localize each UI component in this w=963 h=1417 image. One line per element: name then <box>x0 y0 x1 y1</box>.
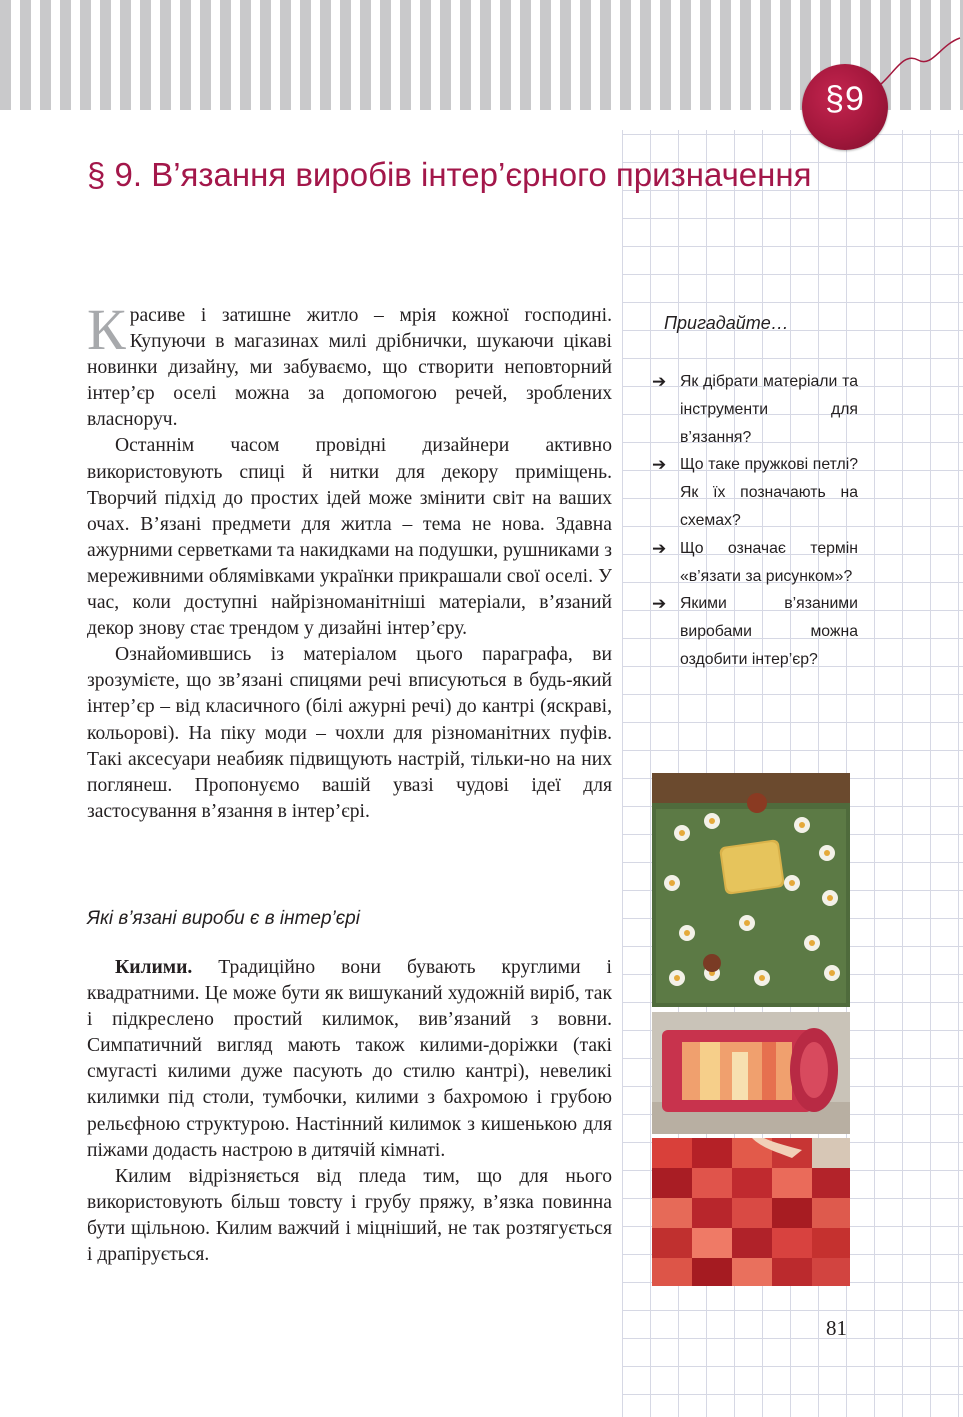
sidebar-title: Пригадайте… <box>664 313 789 333</box>
list-item <box>650 451 858 534</box>
list-item-text: Як дібрати матеріали та інструменти для в’язання? <box>680 373 858 446</box>
list-item <box>650 590 858 673</box>
list-item <box>650 535 858 591</box>
intro-paragraph-3: Ознайомившись із матеріалом цього параграфа, ви зрозумієте, що зв’язані спицями речі вписуються в будь-який інтер’єр – від класичного (білі ажурні речі) до кантрі (яскраві, кольорові). На піку моди – чохли для різноманітних пуфів. Такі аксесуари неабияк підвищують настрій, тільки-но на них поглянеш. Пропонуємо вашій увазі чудові ідеї для застосування в’язання в інтер’єрі. <box>87 644 612 822</box>
photo-red-patchwork-rug <box>652 1138 850 1286</box>
intro-paragraph-1-text: расиве і затишне житло – мрія кожної господині. Купуючи в магазинах милі дрібнички, шукаючи цікаві новинки дизайну, ми забуваємо, що створити неповторний інтер’єр оселі можна за допомогою речей, зроблених власноруч. <box>87 305 612 431</box>
list-item-text: Що таке пружкові петлі? Як їх позначають на схемах? <box>680 456 858 529</box>
arrow-right-icon: ➔ <box>652 455 667 475</box>
term-carpets: Килими. <box>115 957 193 978</box>
recall-questions-list <box>650 368 858 674</box>
list-item <box>650 368 858 451</box>
photo-green-daisy-rug <box>652 773 850 1007</box>
intro-paragraph-1 <box>87 297 612 433</box>
section-paragraph-2: Килим відрізняється від пледа тим, що для нього використовують більш товсту і грубу пряжу, в’язка повинна бути щільною. Килим важчий і міцніший, не так розтягується і драпірується. <box>87 1165 612 1266</box>
intro-text <box>87 297 612 825</box>
page-number: 81 <box>826 1316 847 1340</box>
section-text <box>87 955 612 1268</box>
arrow-right-icon: ➔ <box>652 538 667 558</box>
section-paragraph-1 <box>87 955 612 1164</box>
list-item-text: Що означає термін «в’язати за рисунком»? <box>680 539 858 585</box>
list-item-text: Якими в’язаними виробами можна оздобити інтер’єр? <box>680 595 858 668</box>
intro-paragraph-2: Останнім часом провідні дизайнери активно використовують спиці й нитки для декору приміщень. Творчий підхід до простих ідей може змінити світ на ваших очах. В’язані предмети для житла – тема не нова. Здавна ажурними серветками та накидками на подушки, рушниками з мереживними облямівками українки прикрашали свої оселі. У час, коли доступні найрізноманітніші матеріали, в’язаний декор знову стає трендом у дизайні інтер’єру. <box>87 435 612 640</box>
photo-rolled-runner <box>652 1012 850 1134</box>
section-heading: Які в’язані вироби є в інтер’єрі <box>87 908 360 929</box>
arrow-right-icon: ➔ <box>652 372 667 391</box>
drop-cap: К <box>87 297 126 362</box>
section-paragraph-1-text: Традиційно вони бувають круглими і квадратними. Це може бути як вишуканий художній виріб, так і підкреслено простий килимок, вив’язаний з вовни. Симпатичний вигляд мають також килими-доріжки (такі смугасті килими дуже пасують до стилю кантрі), невеликі килимки під столи, тумбочки, килими з бахромою і грубою рельєфною структурою. Настінний килимок з кишенькою для піжами додасть настрою в дитячій кімнаті. <box>87 957 612 1161</box>
paragraph-badge: §9 <box>825 80 865 118</box>
arrow-right-icon: ➔ <box>652 594 667 614</box>
page-title: § 9. В’язання виробів інтер’єрного призначення <box>87 156 812 193</box>
